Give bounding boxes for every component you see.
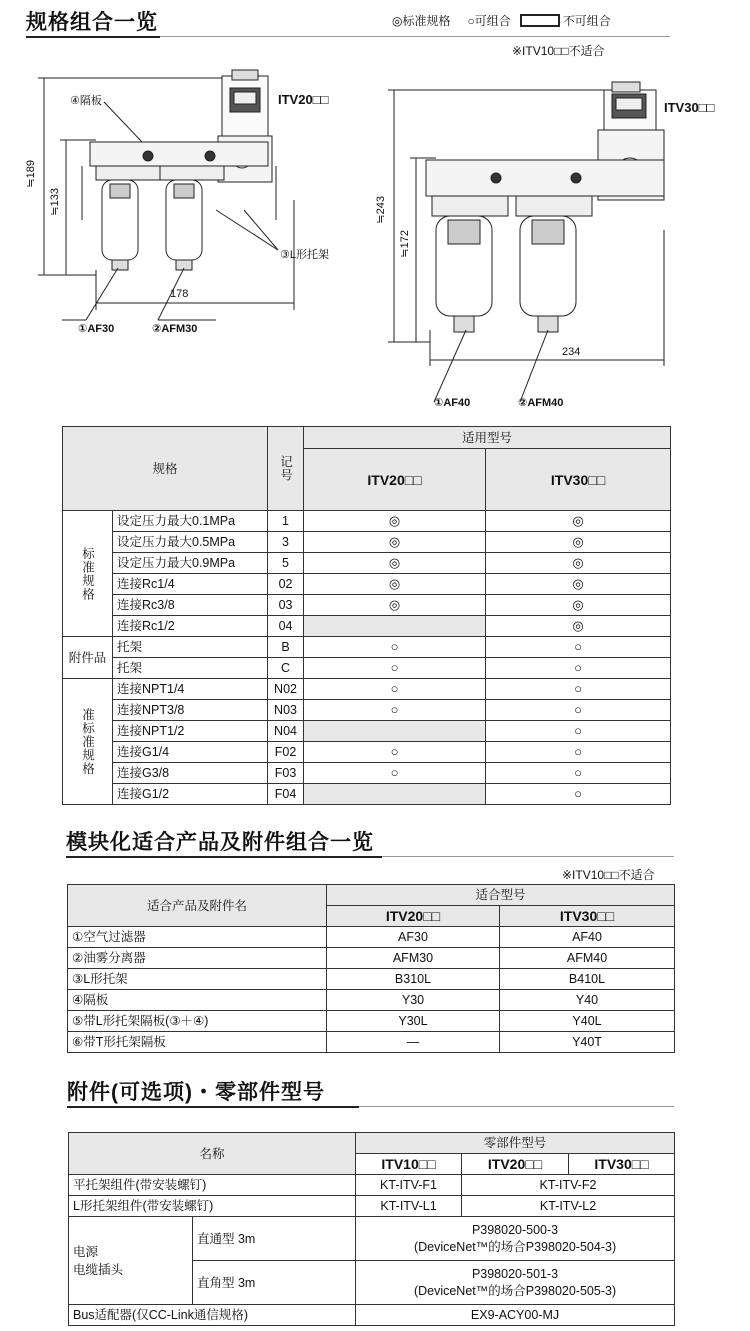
th-spec: 规格 xyxy=(63,427,268,511)
th-part-itv10: ITV10□□ xyxy=(356,1154,462,1175)
spec-row-name: 连接G3/8 xyxy=(113,763,268,784)
modular-row-itv30: AFM40 xyxy=(500,948,675,969)
spec-row xyxy=(63,595,671,616)
row-straight-part-no: P398020-500-3 xyxy=(471,1222,559,1237)
spec-row-itv30: ◎ xyxy=(486,553,671,574)
label-model-itv20: ITV20□□ xyxy=(278,92,329,107)
spec-row-itv20: ◎ xyxy=(304,574,486,595)
row-l-bracket-name: L形托架组件(带安装螺钉) xyxy=(69,1196,356,1217)
section1-title: 规格组合一览 xyxy=(26,11,158,34)
spec-row-code: N02 xyxy=(268,679,304,700)
drawing-itv30-assembly xyxy=(376,60,676,410)
row-angle-part xyxy=(356,1261,675,1305)
spec-row-itv30: ○ xyxy=(486,637,671,658)
spec-row-itv20: ○ xyxy=(304,679,486,700)
spec-row xyxy=(63,511,671,532)
row-flat-bracket-name: 平托架组件(带安装螺钉) xyxy=(69,1175,356,1196)
label-part3-itv20: ③L形托架 xyxy=(280,249,329,261)
section1-note: ※ITV10□□不适合 xyxy=(512,44,605,58)
spec-row-itv30: ◎ xyxy=(486,616,671,637)
modular-row xyxy=(68,1011,675,1032)
dim-width-itv20: 178 xyxy=(170,288,189,300)
spec-row-itv20: ○ xyxy=(304,637,486,658)
spec-row-name: 设定压力最大0.1MPa xyxy=(113,511,268,532)
label-part1-itv30: ①AF40 xyxy=(434,397,471,409)
spec-group-label xyxy=(63,511,113,637)
spec-row-name: 连接NPT1/4 xyxy=(113,679,268,700)
row-flat-bracket-itv10: KT-ITV-F1 xyxy=(356,1175,462,1196)
spec-group-label-text: 附件品 xyxy=(68,650,107,665)
section1-title-underline xyxy=(26,36,160,38)
row-straight-part-devicenet: (DeviceNet™的场合P398020-504-3) xyxy=(413,1239,617,1254)
spec-row-name: 连接Rc1/4 xyxy=(113,574,268,595)
modular-row xyxy=(68,990,675,1011)
spec-row-itv20: ○ xyxy=(304,742,486,763)
modular-row xyxy=(68,948,675,969)
spec-row-name: 设定压力最大0.5MPa xyxy=(113,532,268,553)
spec-row-code: C xyxy=(268,658,304,679)
th-code-text: 记号 xyxy=(278,455,293,482)
modular-row xyxy=(68,1032,675,1053)
modular-row-itv30: AF40 xyxy=(500,927,675,948)
th-product-name: 适合产品及附件名 xyxy=(68,885,327,927)
spec-row-name: 连接Rc1/2 xyxy=(113,616,268,637)
parts-table xyxy=(68,1132,675,1326)
spec-row-code: F04 xyxy=(268,784,304,805)
label-model-itv30: ITV30□□ xyxy=(664,100,715,115)
spec-row xyxy=(63,532,671,553)
spec-row-name: 连接G1/4 xyxy=(113,742,268,763)
section2-note: ※ITV10□□不适合 xyxy=(562,868,655,882)
spec-row-code: 02 xyxy=(268,574,304,595)
spec-row xyxy=(63,658,671,679)
spec-row-code: 1 xyxy=(268,511,304,532)
row-straight-name: 直通型 3m xyxy=(193,1217,356,1261)
spec-group-label xyxy=(63,679,113,805)
spec-combination-table xyxy=(62,426,671,805)
modular-table xyxy=(67,884,675,1053)
spec-row-code: N03 xyxy=(268,700,304,721)
th-part-itv20: ITV20□□ xyxy=(462,1154,569,1175)
label-part1-itv20: ①AF30 xyxy=(78,323,115,335)
spec-row-itv20: ◎ xyxy=(304,595,486,616)
legend-standard: ◎标准规格 xyxy=(392,14,451,28)
spec-row-code: B xyxy=(268,637,304,658)
spec-group-label-text: 准标准规格 xyxy=(80,707,95,776)
spec-row-code: 04 xyxy=(268,616,304,637)
spec-row-itv30: ○ xyxy=(486,679,671,700)
spec-row-itv30: ◎ xyxy=(486,595,671,616)
row-power-cable-name: 电源 电缆插头 xyxy=(69,1217,193,1305)
modular-table-body xyxy=(68,927,675,1053)
section3-title: 附件(可选项)・零部件型号 xyxy=(67,1081,325,1104)
modular-row-itv20: Y30L xyxy=(327,1011,500,1032)
modular-row-name: ③L形托架 xyxy=(68,969,327,990)
row-flat-bracket-itv2030: KT-ITV-F2 xyxy=(462,1175,675,1196)
row-angle-name: 直角型 3m xyxy=(193,1261,356,1305)
th-model2-itv20: ITV20□□ xyxy=(327,906,500,927)
modular-row-name: ④隔板 xyxy=(68,990,327,1011)
th-model2-itv30: ITV30□□ xyxy=(500,906,675,927)
spec-row-itv30: ○ xyxy=(486,721,671,742)
th-name: 名称 xyxy=(69,1133,356,1175)
modular-row xyxy=(68,927,675,948)
spec-row-itv20 xyxy=(304,616,486,637)
spec-row-itv30: ○ xyxy=(486,742,671,763)
spec-row-code: 5 xyxy=(268,553,304,574)
spec-row xyxy=(63,784,671,805)
section3-rule xyxy=(359,1106,674,1107)
modular-row-itv20: Y30 xyxy=(327,990,500,1011)
th-model-itv30: ITV30□□ xyxy=(486,449,671,511)
dim-height-body-itv30: ≒172 xyxy=(399,230,411,258)
spec-row-itv30: ○ xyxy=(486,700,671,721)
legend-combinable: ○可组合 xyxy=(467,14,511,28)
spec-group-label-text: 标准规格 xyxy=(80,546,95,601)
row-l-bracket-itv10: KT-ITV-L1 xyxy=(356,1196,462,1217)
spec-row-itv30: ◎ xyxy=(486,532,671,553)
modular-row-itv30: B410L xyxy=(500,969,675,990)
spec-row xyxy=(63,700,671,721)
spec-row xyxy=(63,742,671,763)
spec-row-itv20: ◎ xyxy=(304,511,486,532)
row-straight-part xyxy=(356,1217,675,1261)
row-bus-adapter-name: Bus适配器(仅CC-Link通信规格) xyxy=(69,1305,356,1326)
modular-row-name: ⑥带T形托架隔板 xyxy=(68,1032,327,1053)
spec-row-itv20: ○ xyxy=(304,700,486,721)
spec-row-code: F03 xyxy=(268,763,304,784)
section2-rule xyxy=(382,856,674,857)
spec-row-name: 托架 xyxy=(113,637,268,658)
th-part-number: 零部件型号 xyxy=(356,1133,675,1154)
label-part2-itv20: ②AFM30 xyxy=(152,323,198,335)
legend-not-combinable: 不可组合 xyxy=(562,14,611,28)
spec-row-name: 连接G1/2 xyxy=(113,784,268,805)
spec-row xyxy=(63,574,671,595)
spec-row-itv30: ○ xyxy=(486,658,671,679)
spec-row-code: 3 xyxy=(268,532,304,553)
spec-row-code: N04 xyxy=(268,721,304,742)
spec-row-itv20: ◎ xyxy=(304,553,486,574)
row-bus-adapter-part: EX9-ACY00-MJ xyxy=(356,1305,675,1326)
spec-row-code: F02 xyxy=(268,742,304,763)
th-fit-model: 适合型号 xyxy=(327,885,675,906)
spec-row-name: 设定压力最大0.9MPa xyxy=(113,553,268,574)
modular-row-name: ⑤带L形托架隔板(③＋④) xyxy=(68,1011,327,1032)
modular-row-itv30: Y40 xyxy=(500,990,675,1011)
spec-row-itv30: ◎ xyxy=(486,511,671,532)
th-part-itv30: ITV30□□ xyxy=(569,1154,675,1175)
spec-row xyxy=(63,637,671,658)
modular-row xyxy=(68,969,675,990)
legend xyxy=(392,12,611,29)
spec-row-name: 连接Rc3/8 xyxy=(113,595,268,616)
spec-row xyxy=(63,721,671,742)
label-part4-itv20: ④隔板 xyxy=(70,95,102,107)
label-part2-itv30: ②AFM40 xyxy=(518,397,564,409)
spec-row-itv20: ○ xyxy=(304,658,486,679)
spec-row-itv20 xyxy=(304,721,486,742)
spec-row-itv30: ○ xyxy=(486,763,671,784)
modular-row-itv20: AFM30 xyxy=(327,948,500,969)
spec-group-label xyxy=(63,637,113,679)
th-applicable: 适用型号 xyxy=(304,427,671,449)
modular-row-itv20: AF30 xyxy=(327,927,500,948)
modular-row-itv30: Y40L xyxy=(500,1011,675,1032)
spec-row-itv30: ○ xyxy=(486,784,671,805)
spec-row-itv30: ◎ xyxy=(486,574,671,595)
dim-width-itv30: 234 xyxy=(562,346,581,358)
th-code xyxy=(268,427,304,511)
row-angle-part-devicenet: (DeviceNet™的场合P398020-505-3) xyxy=(413,1283,617,1298)
modular-row-itv20: B310L xyxy=(327,969,500,990)
row-angle-part-no: P398020-501-3 xyxy=(471,1266,559,1281)
spec-row xyxy=(63,679,671,700)
dim-height-total-itv30: ≒243 xyxy=(375,196,387,224)
dim-height-total-itv20: ≒189 xyxy=(25,160,37,188)
spec-row xyxy=(63,616,671,637)
modular-row-itv20: — xyxy=(327,1032,500,1053)
section1-rule xyxy=(160,36,670,37)
spec-row-name: 托架 xyxy=(113,658,268,679)
spec-row-code: 03 xyxy=(268,595,304,616)
th-model-itv20: ITV20□□ xyxy=(304,449,486,511)
spec-row-itv20: ◎ xyxy=(304,532,486,553)
modular-row-name: ①空气过滤器 xyxy=(68,927,327,948)
section3-title-underline xyxy=(67,1106,359,1108)
spec-row xyxy=(63,553,671,574)
spec-row-itv20: ○ xyxy=(304,763,486,784)
row-l-bracket-itv2030: KT-ITV-L2 xyxy=(462,1196,675,1217)
spec-table-body xyxy=(63,511,671,805)
spec-row xyxy=(63,763,671,784)
section2-title: 模块化适合产品及附件组合一览 xyxy=(66,831,374,854)
spec-row-itv20 xyxy=(304,784,486,805)
legend-gray-box xyxy=(520,14,560,27)
section2-title-underline xyxy=(66,856,382,858)
dim-height-body-itv20: ≒133 xyxy=(49,188,61,216)
modular-row-itv30: Y40T xyxy=(500,1032,675,1053)
modular-row-name: ②油雾分离器 xyxy=(68,948,327,969)
spec-row-name: 连接NPT1/2 xyxy=(113,721,268,742)
spec-row-name: 连接NPT3/8 xyxy=(113,700,268,721)
